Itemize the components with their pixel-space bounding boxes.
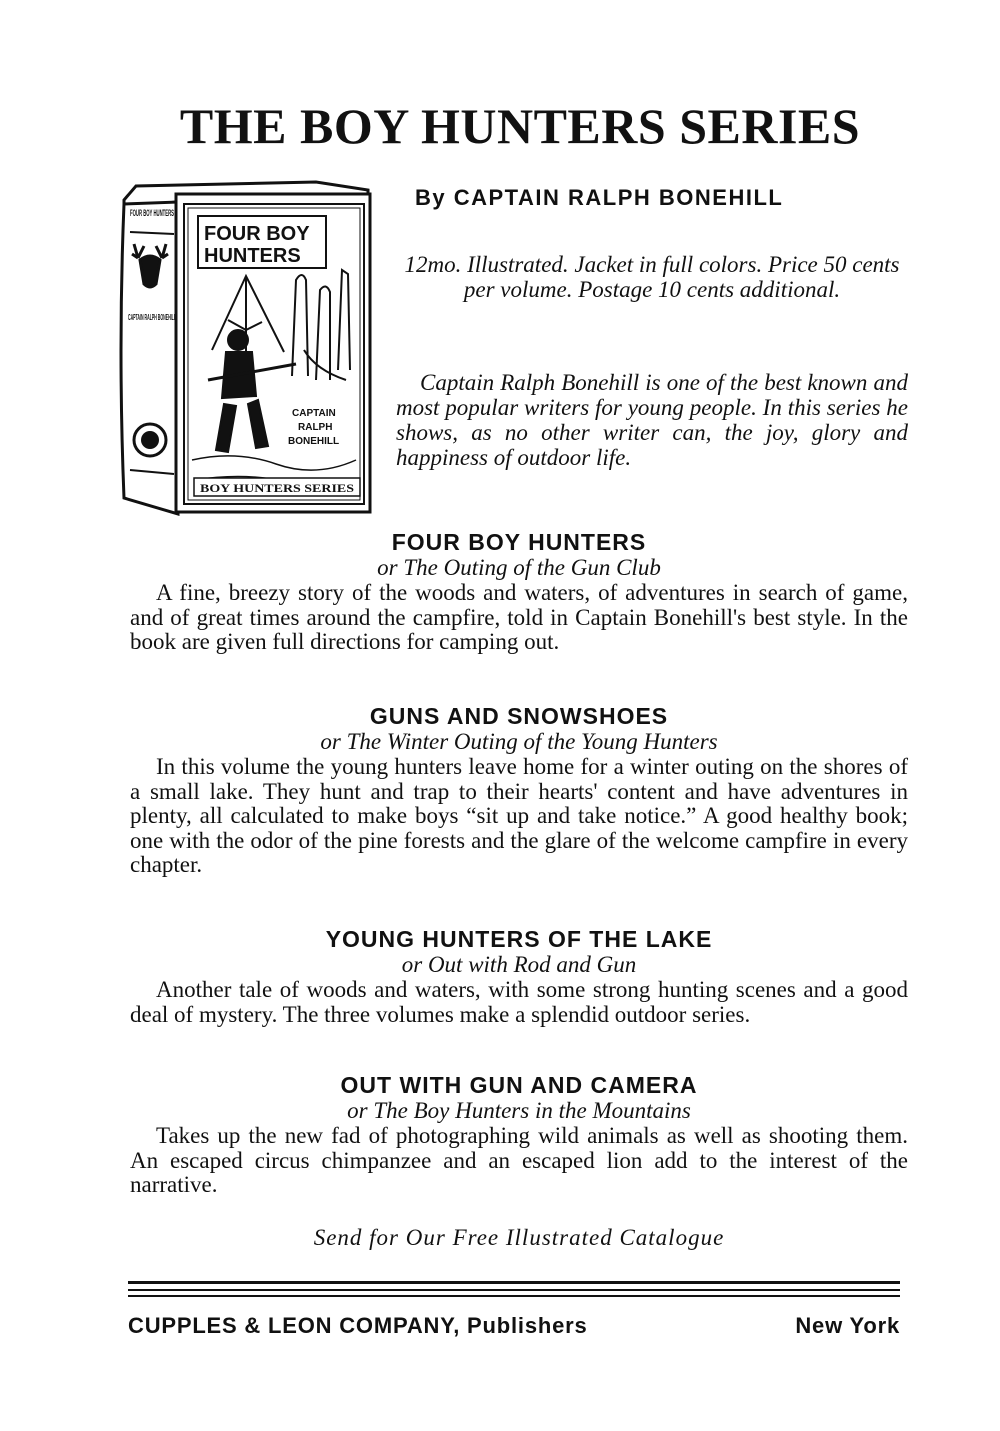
book-entry-4 bbox=[130, 1072, 908, 1198]
cover-author-line3: BONEHILL bbox=[288, 436, 340, 447]
book-title: GUNS AND SNOWSHOES bbox=[369, 703, 669, 729]
cover-author-line2: RALPH bbox=[298, 422, 333, 433]
book-subtitle: or Out with Rod and Gun bbox=[401, 952, 637, 977]
cover-title-line2: HUNTERS bbox=[204, 245, 301, 267]
svg-text:FOUR BOY HUNTERS: FOUR BOY HUNTERS bbox=[130, 208, 174, 218]
divider-rule bbox=[128, 1281, 900, 1284]
book-title: YOUNG HUNTERS OF THE LAKE bbox=[325, 926, 713, 952]
publisher-city: New York bbox=[795, 1313, 900, 1338]
book-title: FOUR BOY HUNTERS bbox=[391, 529, 647, 555]
book-subtitle: or The Winter Outing of the Young Hunters bbox=[320, 729, 718, 754]
book-description: Takes up the new fad of photographing wild animals as well as shooting them. An escaped circus chimpanzee and an escaped lion add to the interest of the narrative. bbox=[130, 1123, 908, 1197]
book-entry-1 bbox=[130, 529, 908, 655]
cover-series-label: BOY HUNTERS SERIES bbox=[200, 481, 355, 495]
book-subtitle: or The Outing of the Gun Club bbox=[377, 555, 661, 580]
author-line: By CAPTAIN RALPH BONEHILL bbox=[415, 185, 784, 210]
spine-title bbox=[130, 208, 174, 218]
divider-rule bbox=[128, 1289, 900, 1291]
catalogue-note: Send for Our Free Illustrated Catalogue bbox=[313, 1225, 725, 1250]
edition-details: 12mo. Illustrated. Jacket in full colors. Price 50 cents per volume. Postage 10 cents additional. bbox=[404, 252, 900, 302]
page-title: THE BOY HUNTERS SERIES bbox=[179, 98, 861, 154]
publisher-name: CUPPLES & LEON COMPANY, Publishers bbox=[128, 1313, 588, 1338]
cover-author-line1: CAPTAIN bbox=[292, 408, 336, 419]
book-description: In this volume the young hunters leave home for a winter outing on the shores of a small lake. They hunt and trap to their hearts' content and have adventures in plenty, all calculated to make boys “sit up and take notice.” A good healthy book; one with the odor of the pine forests and the glare of the welcome campfire in every chapter. bbox=[130, 754, 908, 877]
book-entry-2 bbox=[130, 703, 908, 878]
divider-rule bbox=[128, 1295, 900, 1297]
book-subtitle: or The Boy Hunters in the Mountains bbox=[347, 1098, 691, 1123]
spine-author: CAPTAIN RALPH BONEHILL bbox=[128, 313, 177, 322]
cover-title-line1: FOUR BOY bbox=[204, 223, 310, 245]
publisher-footer bbox=[128, 1313, 900, 1339]
book-cover-illustration bbox=[116, 180, 376, 520]
book-description: Another tale of woods and waters, with some strong hunting scenes and a good deal of mystery. The three volumes make a splendid outdoor series. bbox=[130, 977, 908, 1027]
author-blurb: Captain Ralph Bonehill is one of the best known and most popular writers for young people. In this series he shows, as no other writer can, the joy, glory and happiness of outdoor life. bbox=[396, 370, 908, 470]
book-description: A fine, breezy story of the woods and waters, of adventures in search of game, and of great times around the campfire, told in Captain Bonehill's best style. In the book are given full directions for camping out. bbox=[130, 580, 908, 654]
book-entry-3 bbox=[130, 926, 908, 1027]
book-title: OUT WITH GUN AND CAMERA bbox=[340, 1072, 698, 1098]
